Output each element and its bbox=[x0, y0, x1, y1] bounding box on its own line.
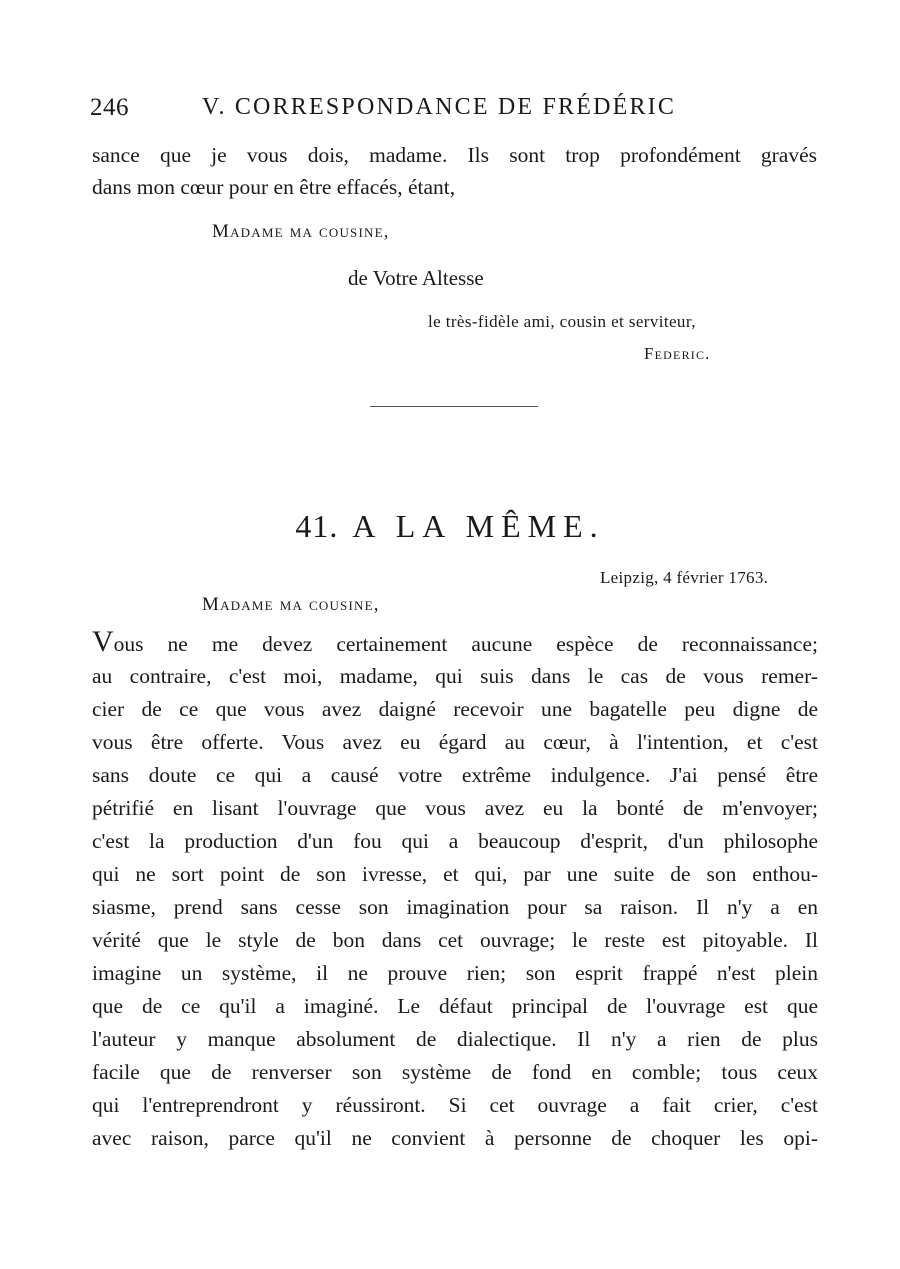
text-line: c'est la production d'un fou qui a beaucoup d'esprit, d'un philosophe bbox=[92, 829, 818, 853]
text-line: qui l'entreprendront y réussiront. Si cet ouvrage a fait crier, c'est bbox=[92, 1093, 818, 1117]
opening-salutation: Madame ma cousine, bbox=[202, 594, 380, 615]
section-divider bbox=[370, 406, 538, 407]
letter-number: 41. bbox=[295, 508, 339, 544]
letter-title: A LA MÊME. bbox=[352, 508, 605, 544]
text-line: cier de ce que vous avez daigné recevoir une bagatelle peu digne de bbox=[92, 697, 818, 721]
text-line: au contraire, c'est moi, madame, qui suis dans le cas de vous remer- bbox=[92, 664, 818, 688]
text-line-first bbox=[92, 625, 818, 658]
drop-cap: V bbox=[92, 625, 114, 658]
closing-salutation: Madame ma cousine, bbox=[212, 221, 390, 242]
text-line: sance que je vous dois, madame. Ils sont trop profondément gravés bbox=[92, 143, 817, 167]
text-line: vous être offerte. Vous avez eu égard au cœur, à l'intention, et c'est bbox=[92, 730, 818, 754]
text-line: l'auteur y manque absolument de dialectique. Il n'y a rien de plus bbox=[92, 1027, 818, 1051]
text-line: dans mon cœur pour en être effacés, étant, bbox=[92, 175, 456, 199]
text-line: qui ne sort point de son ivresse, et qui, par une suite de son enthou- bbox=[92, 862, 818, 886]
text-line: siasme, prend sans cesse son imagination pour sa raison. Il n'y a en bbox=[92, 895, 818, 919]
text-line: facile que de renverser son système de fond en comble; tous ceux bbox=[92, 1060, 818, 1084]
text-line: imagine un système, il ne prouve rien; son esprit frappé n'est plein bbox=[92, 961, 818, 985]
page-number: 246 bbox=[90, 94, 129, 121]
running-title: V. CORRESPONDANCE DE FRÉDÉRIC bbox=[202, 94, 677, 120]
first-line-text: ous ne me devez certainement aucune espèce de reconnaissance; bbox=[113, 632, 818, 656]
text-line: vérité que le style de bon dans cet ouvrage; le reste est pitoyable. Il bbox=[92, 928, 818, 952]
place-date: Leipzig, 4 février 1763. bbox=[600, 568, 769, 587]
closing-formula: le très-fidèle ami, cousin et serviteur, bbox=[428, 312, 696, 331]
text-line: avec raison, parce qu'il ne convient à personne de choquer les opi- bbox=[92, 1126, 818, 1150]
signature: Federic. bbox=[644, 344, 711, 363]
text-line: sans doute ce qui a causé votre extrême indulgence. J'ai pensé être bbox=[92, 763, 818, 787]
letter-heading bbox=[0, 508, 900, 545]
text-line: que de ce qu'il a imaginé. Le défaut principal de l'ouvrage est que bbox=[92, 994, 818, 1018]
closing-address: de Votre Altesse bbox=[348, 266, 484, 290]
text-line: pétrifié en lisant l'ouvrage que vous avez eu la bonté de m'envoyer; bbox=[92, 796, 818, 820]
page-header bbox=[90, 94, 830, 128]
